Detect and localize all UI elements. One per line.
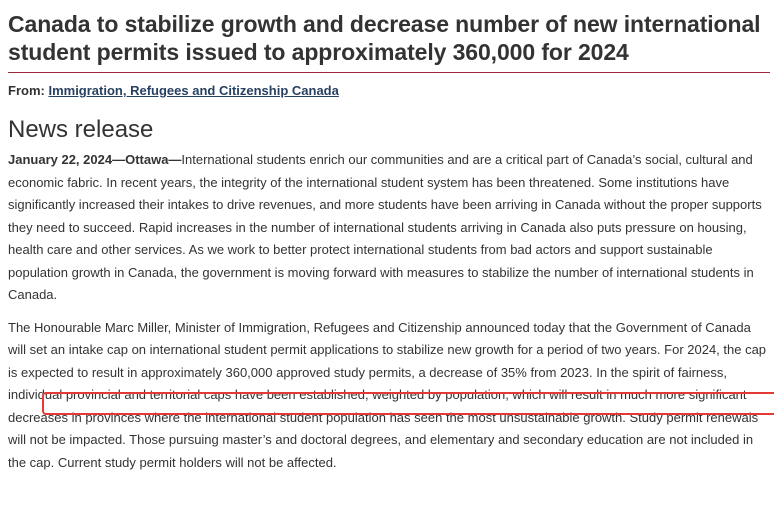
paragraph-1-text: International students enrich our communities and are a critical part of Canada’s social, cultural and economic fabric. In recent years, the integrity of the international student system has been threatened. Some institutions have significantly increased their intakes to drive revenues, and more students have been arriving in Canada without the proper supports they need to succeed. Rapid increases in the number of international students arriving in Canada also puts pressure on housing, health care and other services. As we work to better protect international students from bad actors and support sustainable population growth in Canada, the government is moving forward with measures to stabilize the number of international students in Canada. (8, 152, 762, 302)
from-label: From: (8, 83, 45, 98)
page-title: Canada to stabilize growth and decrease number of new international student permits issued to approximately 360,000 for 2024 (8, 10, 770, 73)
paragraph-2 (8, 317, 770, 475)
dateline: January 22, 2024—Ottawa— (8, 152, 182, 167)
from-line (8, 82, 770, 100)
section-heading: News release (8, 116, 154, 143)
department-link[interactable]: Immigration, Refugees and Citizenship Canada (48, 83, 339, 98)
news-article (8, 10, 770, 484)
paragraph-2-text-after: In the spirit of fairness, individual provincial and territorial caps have been established, weighted by population, which will result in much more significant decreases in provinces where the international student population has seen the most unsustainable growth. Study permit renewals will not be impacted. Those pursuing master’s and doctoral degrees, and elementary and secondary education are not included in the cap. Current study permit holders will not be affected. (8, 364, 759, 470)
highlighted-sentence: For 2024, the cap is expected to result in approximately 360,000 approved study permits, a decrease of 35% from 2023. (8, 342, 767, 380)
paragraph-2-text-before: The Honourable Marc Miller, Minister of Immigration, Refugees and Citizenship announced today that the Government of Canada will set an intake cap on international student permit applications to stabilize new growth for a period of two years. (8, 319, 751, 357)
paragraph-1 (8, 149, 770, 307)
